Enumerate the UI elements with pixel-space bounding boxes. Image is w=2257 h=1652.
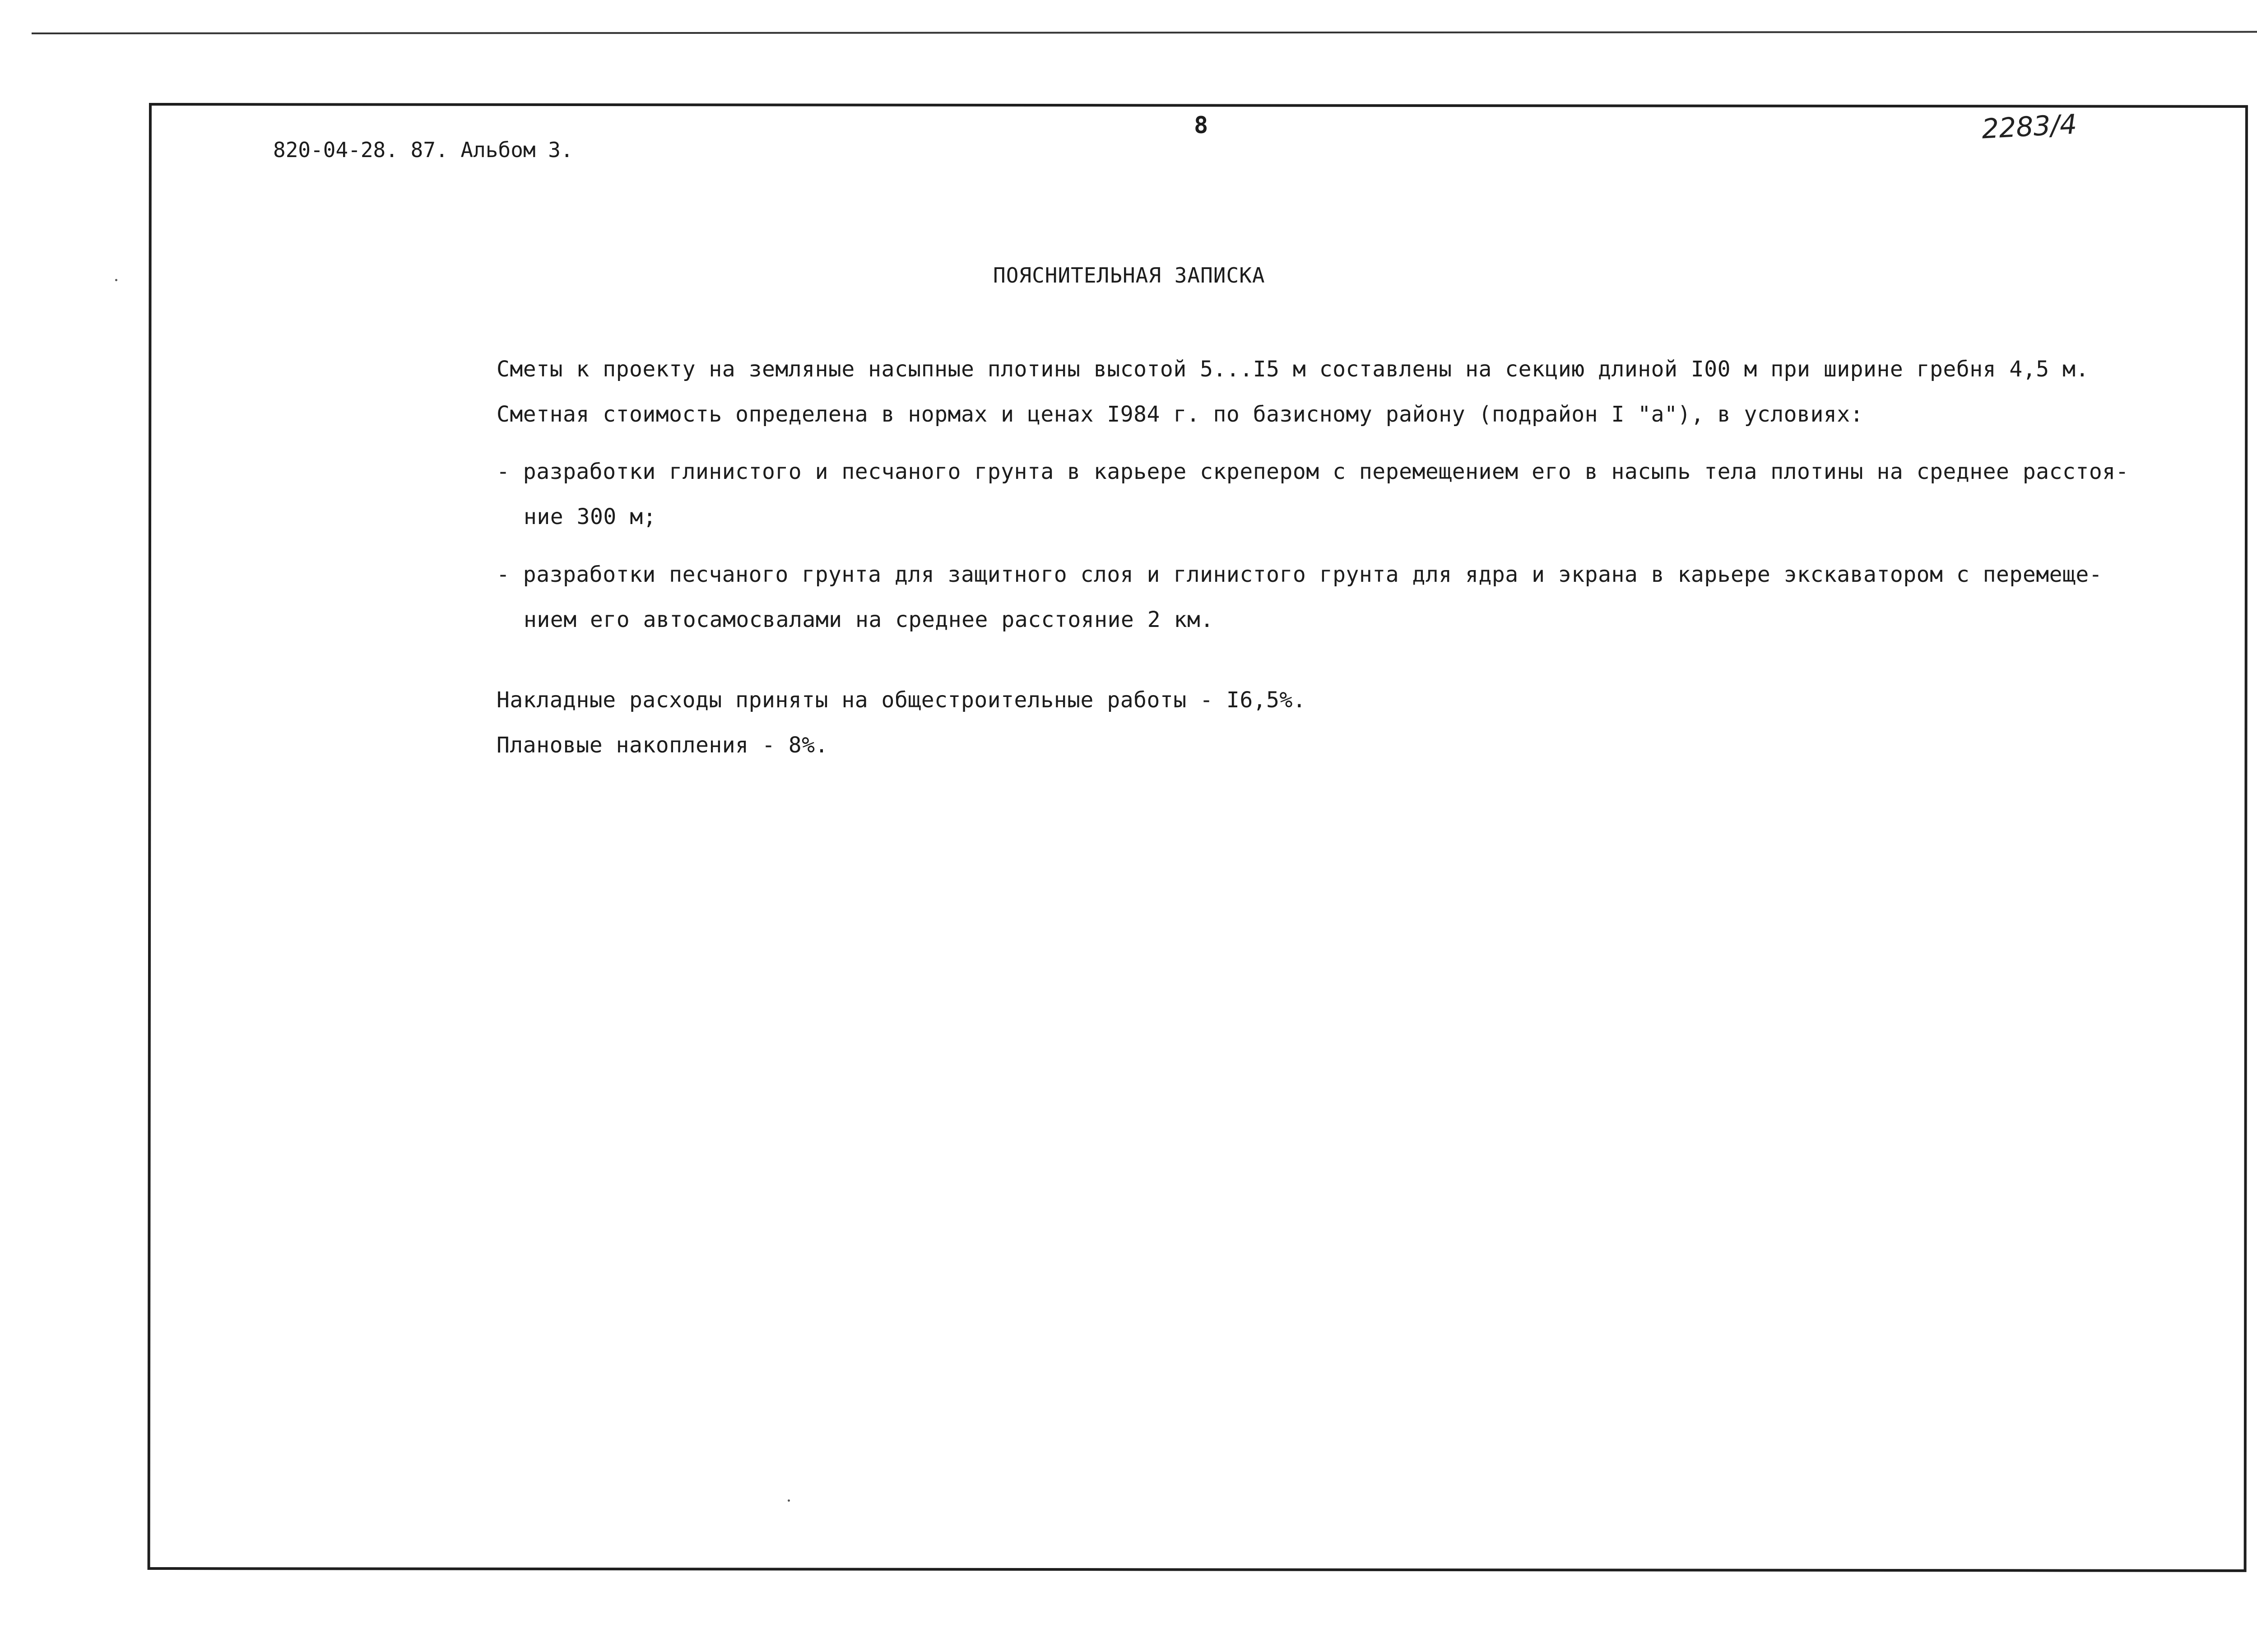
sheet-top-edge-line — [32, 31, 2257, 34]
list-item-excavator-line1: - разработки песчаного грунта для защитного слоя и глинистого грунта для ядра и экрана в карьере экскаватором с перемеще- — [497, 562, 2103, 587]
drawing-frame — [148, 103, 2248, 1572]
paragraph-overhead-costs: Накладные расходы приняты на общестроительные работы - I6,5%. — [497, 687, 1306, 713]
scan-speck — [788, 1499, 790, 1502]
list-item-scraper-line2: ние 300 м; — [524, 504, 656, 529]
list-item-scraper-line1: - разработки глинистого и песчаного грунта в карьере скрепером с перемещением его в насыпь тела плотины на среднее расстоя- — [497, 459, 2129, 484]
handwritten-reference-number: 2283/4 — [1981, 108, 2078, 145]
page-number: 8 — [1194, 112, 1208, 139]
document-code: 820-04-28. 87. Альбом 3. — [273, 138, 573, 162]
paragraph-estimates: Сметы к проекту на земляные насыпные плотины высотой 5...I5 м составлены на секцию длиной I00 м при ширине гребня 4,5 м. — [497, 357, 2089, 382]
paragraph-cost-basis: Сметная стоимость определена в нормах и ценах I984 г. по базисному району (подрайон I "а"), в условиях: — [497, 402, 1864, 427]
list-item-excavator-line2: нием его автосамосвалами на среднее расстояние 2 км. — [524, 607, 1214, 632]
document-title: ПОЯСНИТЕЛЬНАЯ ЗАПИСКА — [993, 263, 1265, 288]
paragraph-planned-savings: Плановые накопления - 8%. — [497, 733, 828, 758]
scan-speck — [115, 279, 117, 281]
